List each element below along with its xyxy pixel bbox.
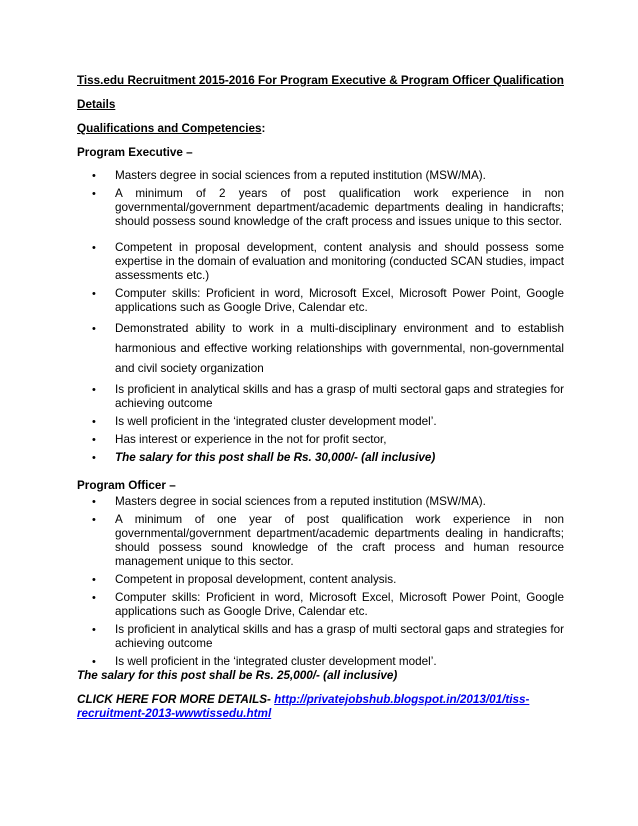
bullet-icon: •: [92, 496, 96, 508]
bullet-icon: •: [92, 624, 96, 636]
bullet-icon: •: [92, 242, 96, 254]
bullet-icon: •: [92, 323, 96, 335]
program-officer-list: [77, 495, 564, 669]
program-executive-heading: Program Executive –: [77, 146, 193, 159]
list-item: • Is well proficient in the ‘integrated cluster development model’.: [92, 655, 437, 668]
list-item: • Computer skills: Proficient in word, Microsoft Excel, Microsoft Power Point, Google applications such as Google Drive, Calendar etc.: [92, 591, 564, 618]
list-item: • Masters degree in social sciences from a reputed institution (MSW/MA).: [92, 495, 486, 508]
bullet-icon: •: [92, 656, 96, 668]
bullet-icon: •: [92, 288, 96, 300]
bullet-icon: •: [92, 452, 96, 464]
salary-item: [77, 451, 564, 465]
bullet-icon: •: [92, 434, 96, 446]
more-details-label: CLICK HERE FOR MORE DETAILS-: [77, 693, 275, 706]
bullet-icon: •: [92, 188, 96, 200]
list-item: • Competent in proposal development, content analysis and should possess some expertise in the domain of evaluation and monitoring (conducted SCAN studies, impact assessments etc.): [92, 241, 564, 282]
list-item: • Is proficient in analytical skills and has a grasp of multi sectoral gaps and strategies for achieving outcome: [92, 383, 564, 410]
list-item: • Competent in proposal development, content analysis.: [92, 573, 397, 586]
list-item: • A minimum of one year of post qualification work experience in non governmental/government department/academic departments dealing in handicrafts; should possess sound knowledge of the craft process and human resource management unique to this sector.: [92, 513, 564, 568]
list-item: • Is well proficient in the ‘integrated cluster development model’.: [92, 415, 437, 428]
program-executive-list: [77, 169, 564, 465]
list-item: • Computer skills: Proficient in word, Microsoft Excel, Microsoft Power Point, Google applications such as Google Drive, Calendar etc.: [92, 287, 564, 314]
program-executive-salary: The salary for this post shall be Rs. 30,000/- (all inclusive): [115, 451, 436, 464]
bullet-icon: •: [92, 416, 96, 428]
program-officer-salary: The salary for this post shall be Rs. 25,000/- (all inclusive): [77, 669, 398, 682]
bullet-icon: •: [92, 574, 96, 586]
document-title: Tiss.edu Recruitment 2015-2016 For Program Executive & Program Officer Qualification: [77, 74, 564, 87]
qualifications-heading: Qualifications and Competencies:: [77, 122, 266, 135]
list-item: • Demonstrated ability to work in a multi-disciplinary environment and to establish harmonious and effective working relationships with governmental, non-governmental and civil society organization: [77, 319, 564, 379]
list-item: • Is proficient in analytical skills and has a grasp of multi sectoral gaps and strategies for achieving outcome: [92, 623, 564, 650]
details-heading: Details: [77, 98, 116, 111]
document-page: [77, 74, 564, 721]
program-officer-heading: Program Officer –: [77, 479, 176, 492]
bullet-icon: •: [92, 592, 96, 604]
list-item: • Has interest or experience in the not for profit sector,: [92, 433, 387, 446]
more-details-link[interactable]: http://privatejobshub.blogspot.in/2013/01/tiss-recruitment-2013-wwwtissedu.html: [77, 693, 530, 720]
bullet-icon: •: [92, 170, 96, 182]
list-item: • Masters degree in social sciences from a reputed institution (MSW/MA).: [92, 169, 486, 182]
list-item: • A minimum of 2 years of post qualification work experience in non governmental/government department/academic departments dealing in handicrafts; should possess sound knowledge of the craft process and issues unique to this sector.: [92, 187, 564, 228]
bullet-icon: •: [92, 514, 96, 526]
bullet-icon: •: [92, 384, 96, 396]
more-details: [77, 693, 564, 721]
